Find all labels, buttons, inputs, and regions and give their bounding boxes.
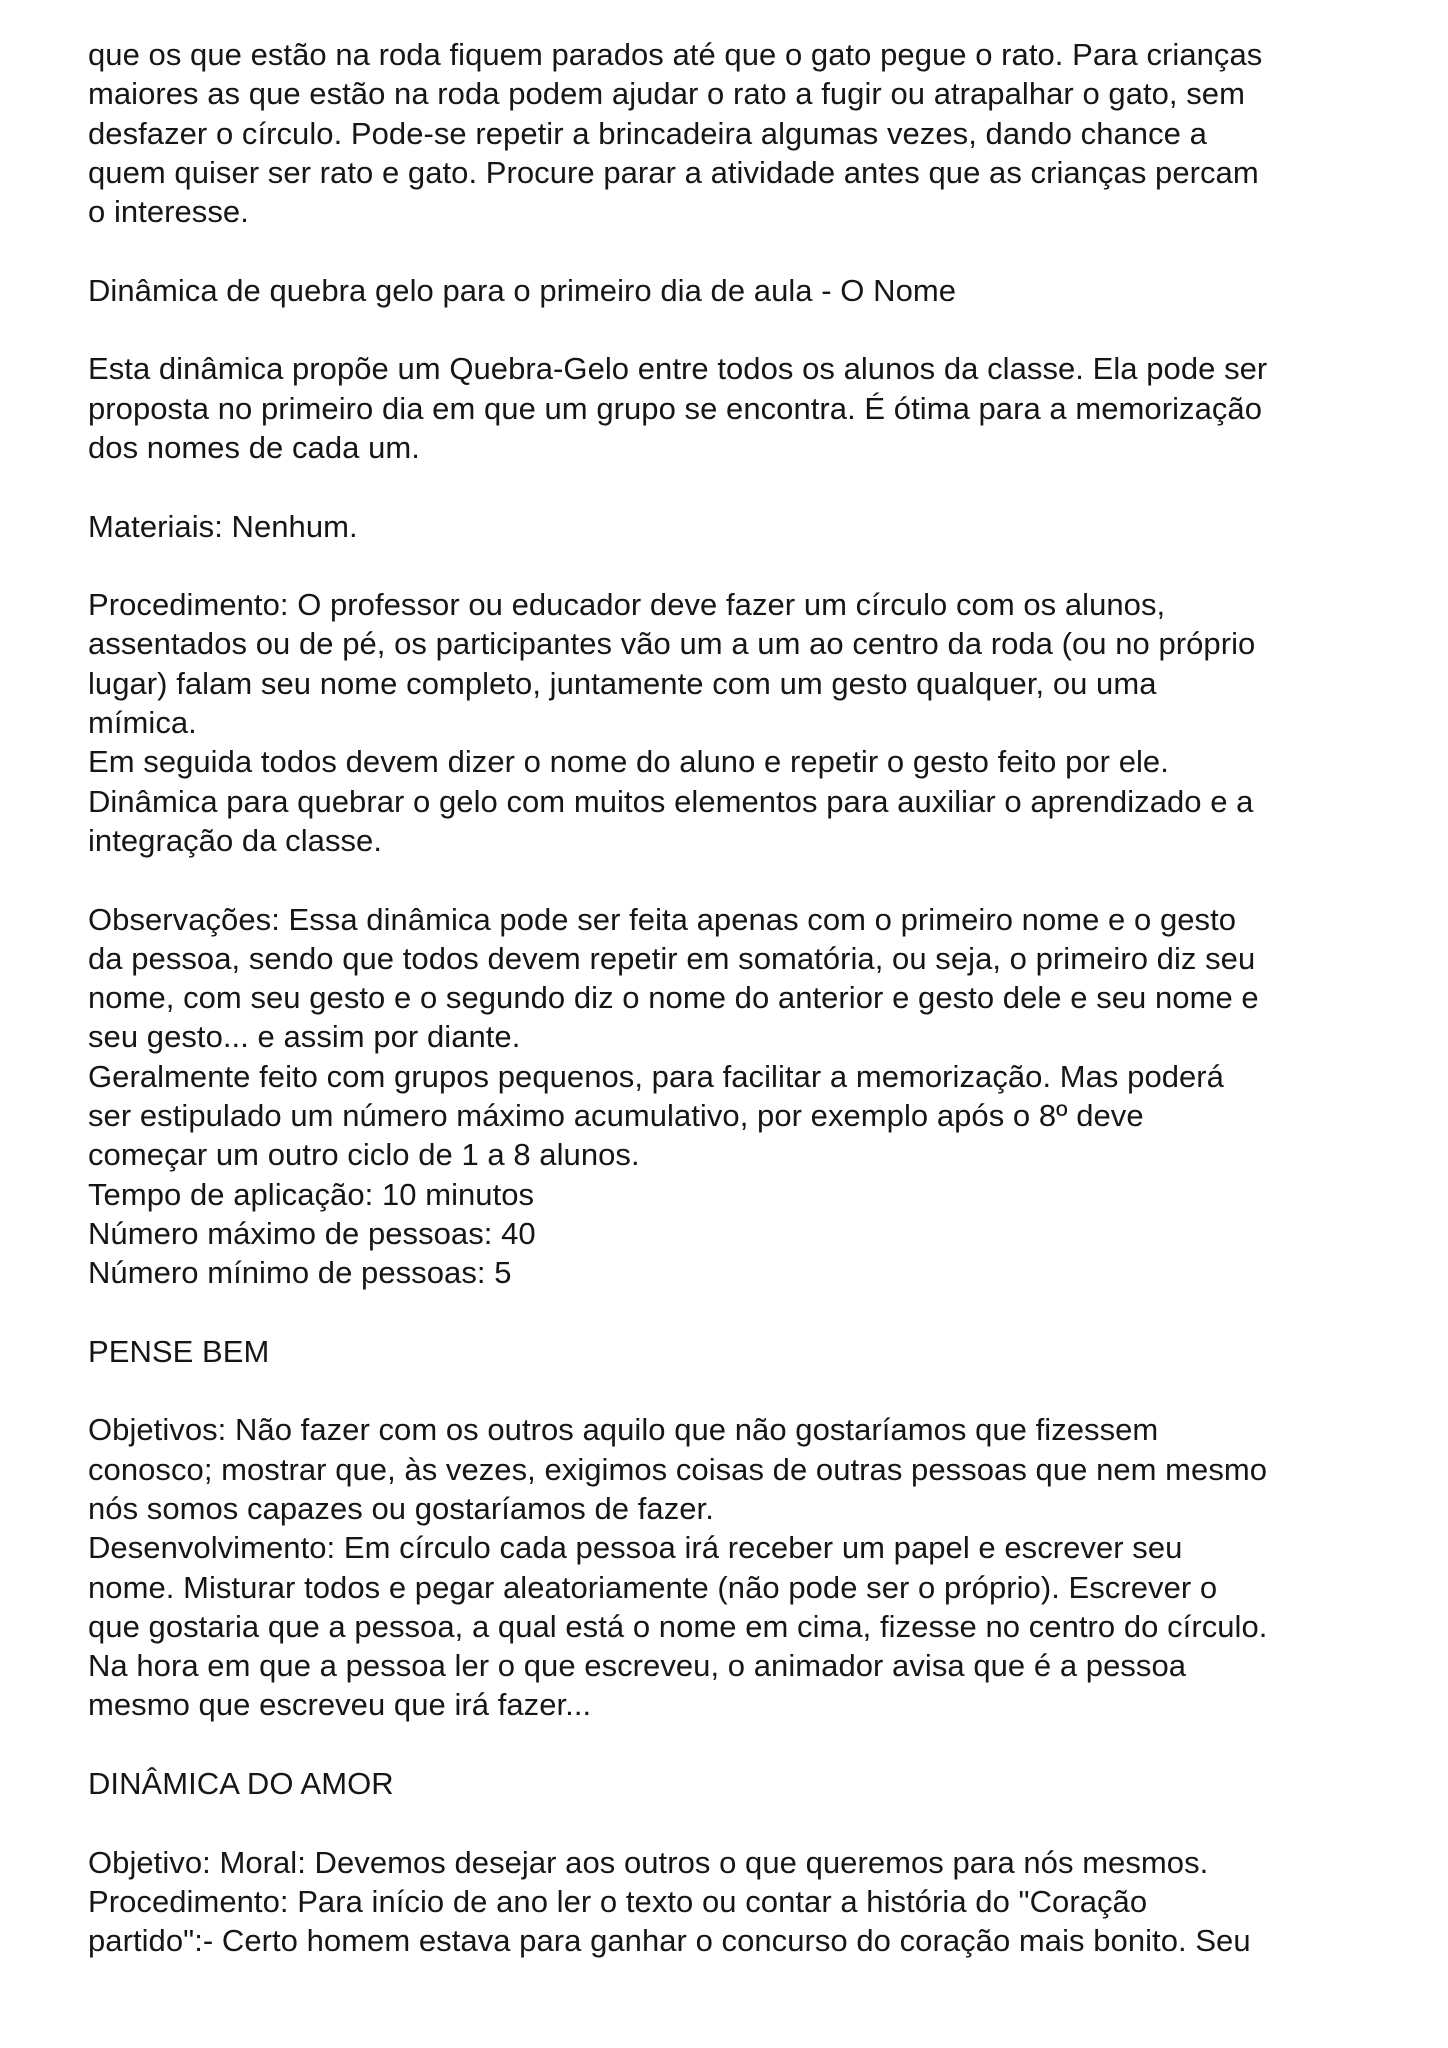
text-line: mímica. — [88, 705, 197, 741]
text-line: lugar) falam seu nome completo, juntamente com um gesto qualquer, ou uma — [88, 665, 1157, 701]
paragraph-gato-rato-continuation — [88, 35, 1408, 231]
text-line: Na hora em que a pessoa ler o que escreveu, o animador avisa que é a pessoa — [88, 1648, 1187, 1684]
text-line: Observações: Essa dinâmica pode ser feita apenas com o primeiro nome e o gesto — [88, 901, 1237, 937]
text-line: Objetivo: Moral: Devemos desejar aos outros o que queremos para nós mesmos. — [88, 1844, 1209, 1880]
document-page — [88, 35, 1408, 1961]
text-line: nome. Misturar todos e pegar aleatoriamente (não pode ser o próprio). Escrever o — [88, 1569, 1218, 1605]
text-line: quem quiser ser rato e gato. Procure parar a atividade antes que as crianças percam — [88, 154, 1259, 190]
text-line: o interesse. — [88, 194, 249, 230]
text-line: que gostaria que a pessoa, a qual está o nome em cima, fizesse no centro do círculo. — [88, 1608, 1268, 1644]
paragraph-gap — [88, 860, 1408, 899]
text-line: Desenvolvimento: Em círculo cada pessoa irá receber um papel e escrever seu — [88, 1530, 1183, 1566]
text-line: começar um outro ciclo de 1 a 8 alunos. — [88, 1137, 640, 1173]
text-line: maiores as que estão na roda podem ajudar o rato a fugir ou atrapalhar o gato, sem — [88, 76, 1245, 112]
paragraph-gap — [88, 467, 1408, 506]
paragraph-gap — [88, 1803, 1408, 1842]
text-line: Tempo de aplicação: 10 minutos — [88, 1176, 535, 1212]
paragraph-o-nome-intro — [88, 349, 1408, 467]
text-line: Em seguida todos devem dizer o nome do aluno e repetir o gesto feito por ele. — [88, 744, 1169, 780]
paragraph-gap — [88, 546, 1408, 585]
text-line: integração da classe. — [88, 822, 383, 858]
text-line: da pessoa, sendo que todos devem repetir em somatória, ou seja, o primeiro diz seu — [88, 940, 1256, 976]
text-line: assentados ou de pé, os participantes vão um a um ao centro da roda (ou no próprio — [88, 626, 1256, 662]
text-line: Número mínimo de pessoas: 5 — [88, 1255, 512, 1291]
text-line: desfazer o círculo. Pode-se repetir a brincadeira algumas vezes, dando chance a — [88, 115, 1207, 151]
paragraph-pense-bem — [88, 1410, 1408, 1724]
text-line: proposta no primeiro dia em que um grupo se encontra. É ótima para a memorização — [88, 390, 1262, 426]
paragraph-dinamica-do-amor — [88, 1843, 1408, 1961]
paragraph-materiais — [88, 507, 1408, 546]
paragraph-gap — [88, 1293, 1408, 1332]
text-line: nome, com seu gesto e o segundo diz o nome do anterior e gesto dele e seu nome e — [88, 980, 1259, 1016]
text-line: DINÂMICA DO AMOR — [88, 1766, 394, 1802]
text-line: Materiais: Nenhum. — [88, 508, 358, 544]
paragraph-observacoes — [88, 900, 1408, 1293]
text-line: Geralmente feito com grupos pequenos, para facilitar a memorização. Mas poderá — [88, 1058, 1224, 1094]
text-line: PENSE BEM — [88, 1333, 270, 1369]
text-line: Dinâmica para quebrar o gelo com muitos elementos para auxiliar o aprendizado e a — [88, 783, 1254, 819]
heading-o-nome — [88, 271, 1408, 310]
heading-pense-bem — [88, 1332, 1408, 1371]
text-line: Dinâmica de quebra gelo para o primeiro dia de aula - O Nome — [88, 272, 957, 308]
paragraph-procedimento — [88, 585, 1408, 860]
paragraph-gap — [88, 1371, 1408, 1410]
text-line: seu gesto... e assim por diante. — [88, 1019, 521, 1055]
paragraph-gap — [88, 1725, 1408, 1764]
text-line: Procedimento: Para início de ano ler o texto ou contar a história do "Coração — [88, 1883, 1148, 1919]
text-line: nós somos capazes ou gostaríamos de fazer. — [88, 1490, 714, 1526]
text-line: Objetivos: Não fazer com os outros aquilo que não gostaríamos que fizessem — [88, 1412, 1159, 1448]
text-line: ser estipulado um número máximo acumulativo, por exemplo após o 8º deve — [88, 1098, 1144, 1134]
text-line: Número máximo de pessoas: 40 — [88, 1215, 536, 1251]
text-line: Esta dinâmica propõe um Quebra-Gelo entre todos os alunos da classe. Ela pode ser — [88, 351, 1268, 387]
text-line: Procedimento: O professor ou educador deve fazer um círculo com os alunos, — [88, 587, 1166, 623]
text-line: dos nomes de cada um. — [88, 429, 420, 465]
paragraph-gap — [88, 231, 1408, 270]
heading-dinamica-do-amor — [88, 1764, 1408, 1803]
text-line: mesmo que escreveu que irá fazer... — [88, 1687, 592, 1723]
text-line: partido":- Certo homem estava para ganhar o concurso do coração mais bonito. Seu — [88, 1923, 1251, 1959]
paragraph-gap — [88, 310, 1408, 349]
text-line: conosco; mostrar que, às vezes, exigimos coisas de outras pessoas que nem mesmo — [88, 1451, 1268, 1487]
text-line: que os que estão na roda fiquem parados até que o gato pegue o rato. Para crianças — [88, 37, 1263, 72]
